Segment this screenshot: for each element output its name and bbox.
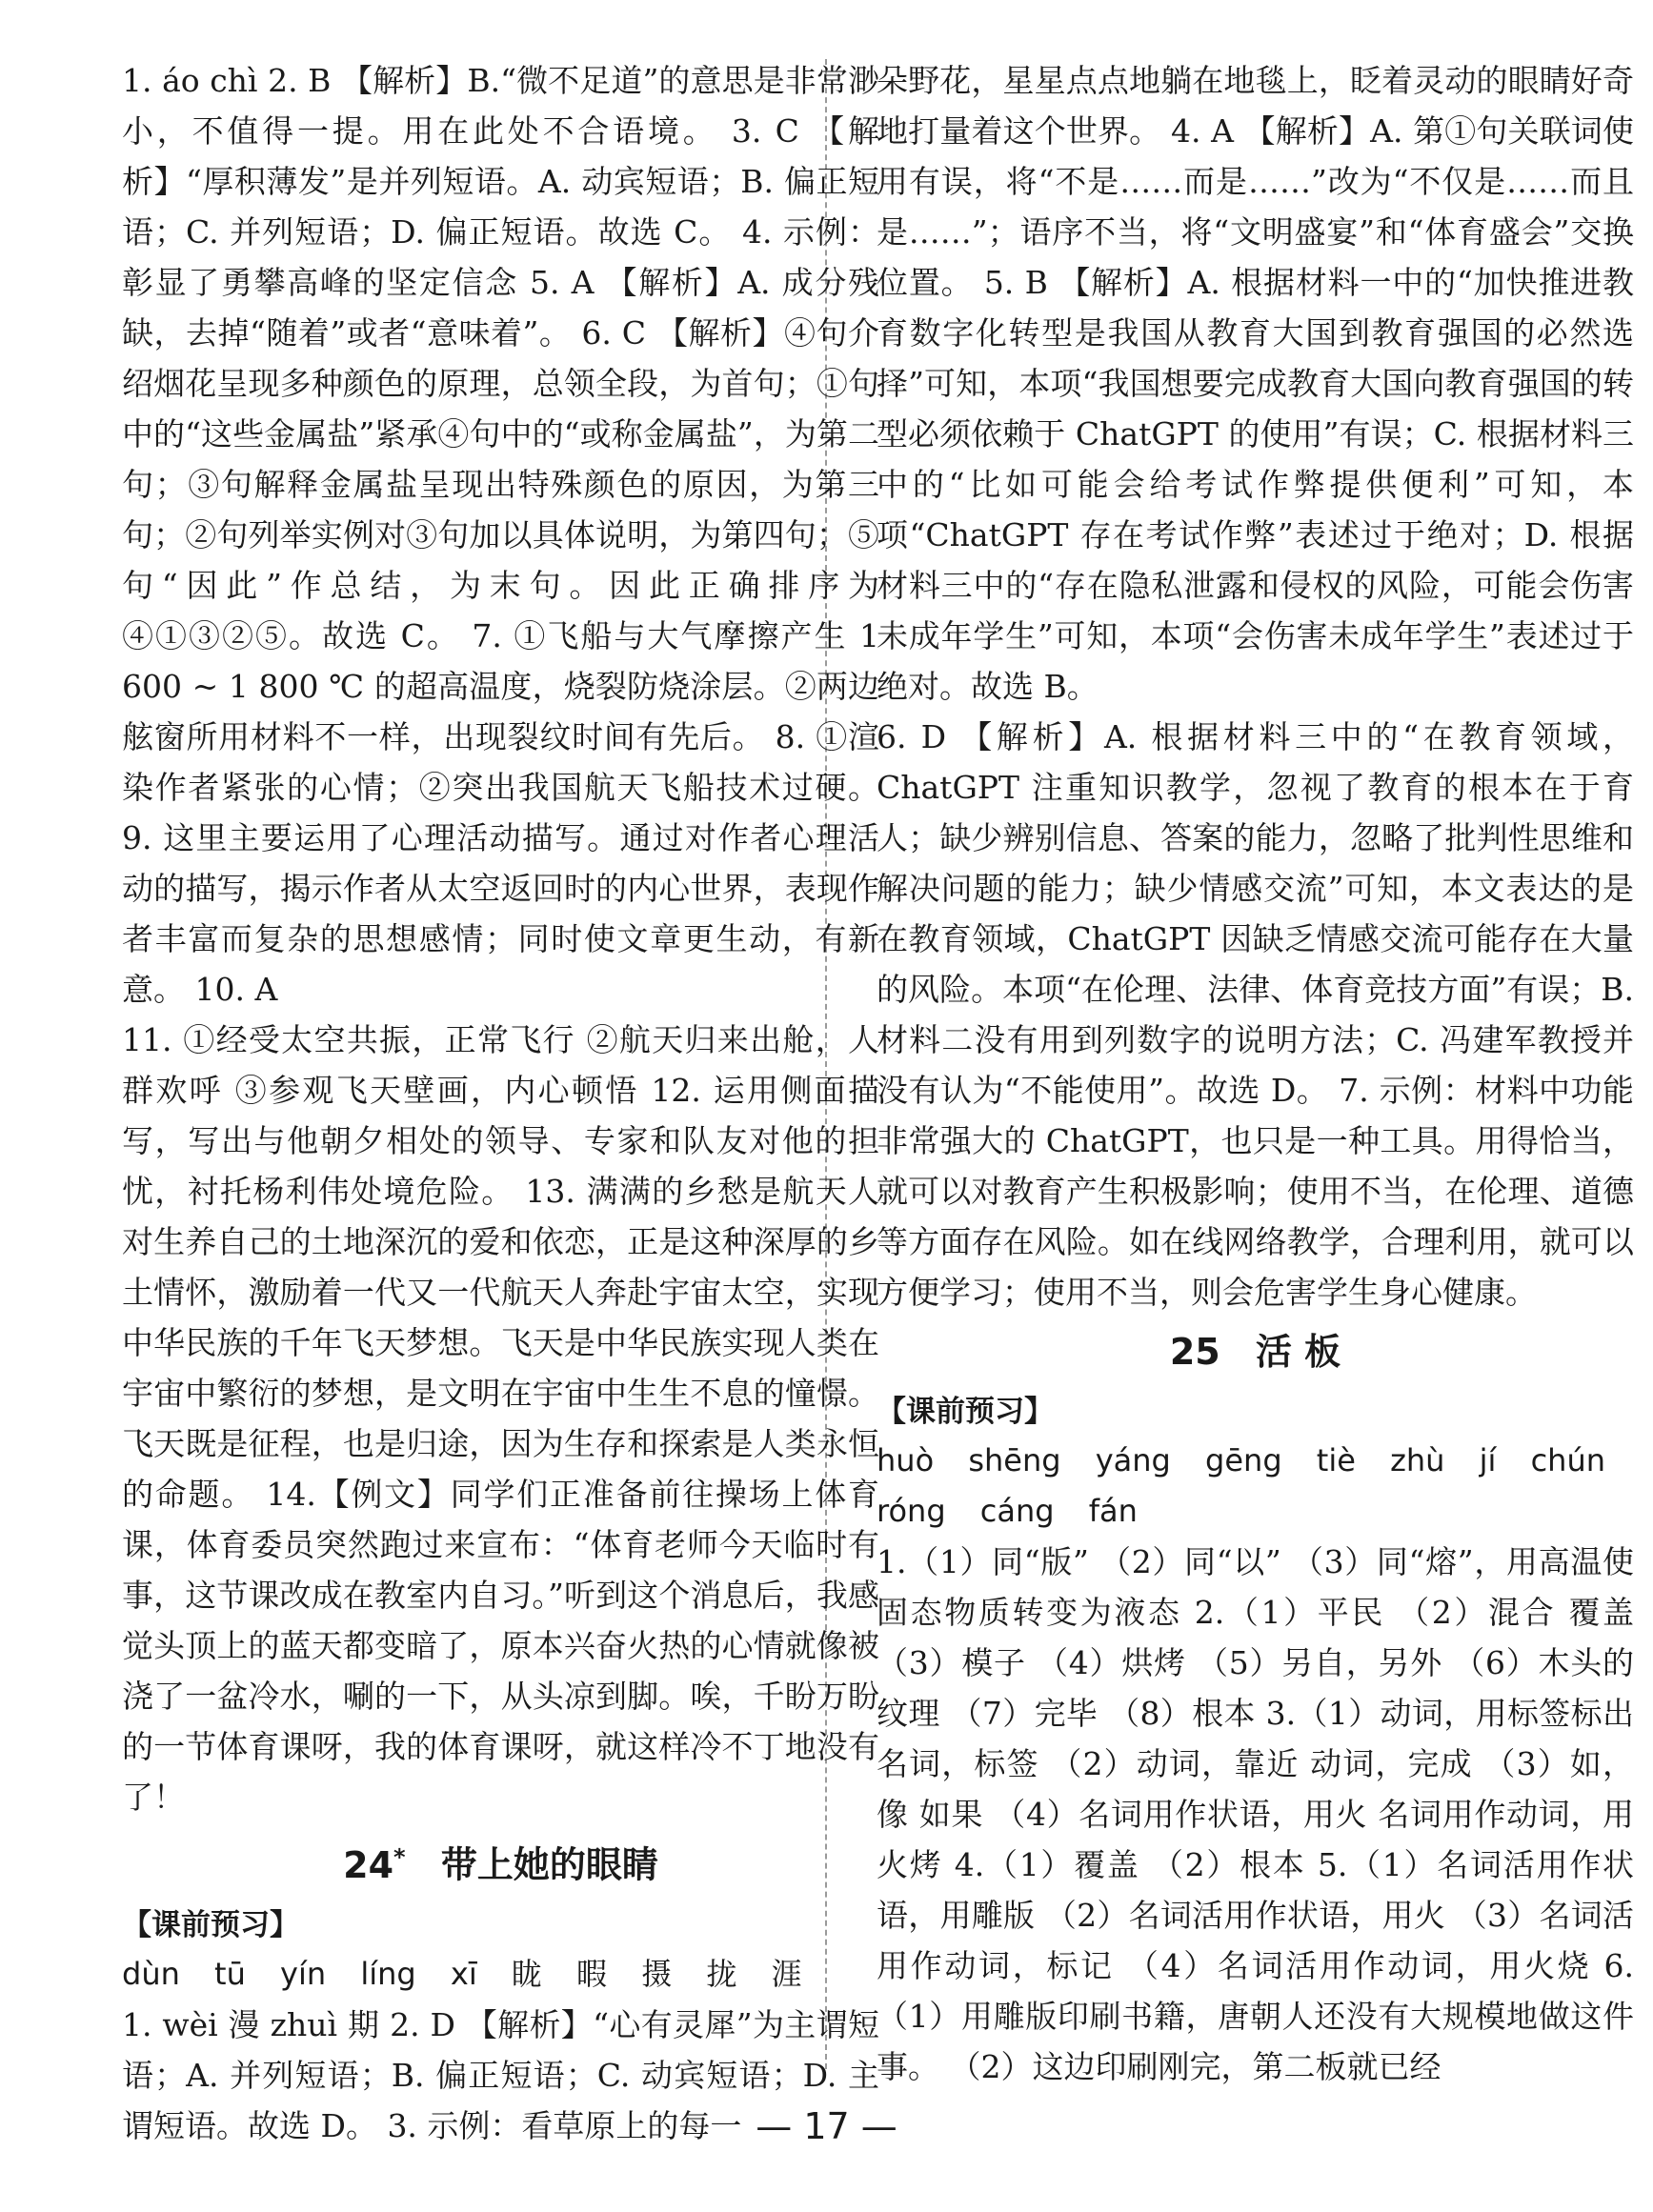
pinyin-line-1: huò shēng yáng gēng tiè zhù jí chún <box>877 1442 1606 1478</box>
lesson-number: 24* <box>343 1843 406 1886</box>
answers-paragraph-5: 6. D 【解析】A. 根据材料三中的“在教育领域，ChatGPT 注重知识教学，忽视了教育的根本在于育人；缺少辨别信息、答案的能力，忽略了批判性思维和解决问题的能力；缺少情感交流”可知，本文表达的是在教育领域，ChatGPT 因缺乏情感交流可能存在大量的风险。本项“在伦理、法律、体育竞技方面”有误；B. 材料二没有用到列数字的说明方法；C. 冯建军教授并没有认为“不能使用”。故选 D。 7. 示例：材料中功能非常强大的 ChatGPT，也只是一种工具。用得恰当，就可以对教育产生积极影响；使用不当，在伦理、道德等方面存在风险。如在线网络教学，合理利用，就可以方便学习；使用不当，则会危害学生身心健康。 <box>877 718 1634 1311</box>
answers-paragraph-2: 11. ①经受太空共振，正常飞行 ②航天归来出舱，人群欢呼 ③参观飞天壁画，内心顿悟 12. 运用侧面描写，写出与他朝夕相处的领导、专家和队友对他的担忧，衬托杨利伟处境危险。 13. 满满的乡愁是航天人对生养自己的土地深沉的爱和依恋，正是这种深厚的乡土情怀，激励着一代又一代航天人奔赴宇宙太空，实现中华民族的千年飞天梦想。飞天是中华民族实现人类在宇宙中繁衍的梦想，是文明在宇宙中生生不息的憧憬。飞天既是征程，也是归途，因为生存和探索是人类永恒的命题。 14.【例文】同学们正准备前往操场上体育课，体育委员突然跑过来宣布：“体育老师今天临时有事，这节课改成在教室内自习。”听到这个消息后，我感觉头顶上的蓝天都变暗了，原本兴奋火热的心情就像被浇了一盆冷水，唰的一下，从头凉到脚。唉，千盼万盼的一节体育课呀，我的体育课呀，就这样冷不丁地没有了！ <box>122 1021 879 1816</box>
lesson-title-text: 活 板 <box>1255 1331 1341 1373</box>
pinyin-line-2: róng cáng fán <box>877 1493 1138 1529</box>
left-column <box>122 55 879 2151</box>
answers-paragraph-1: 1. áo chì 2. B 【解析】B.“微不足道”的意思是非常渺小，不值得一提。用在此处不合语境。 3. C 【解析】“厚积薄发”是并列短语。A. 动宾短语；B. 偏正短语；C. 并列短语；D. 偏正短语。故选 C。 4. 示例：彰显了勇攀高峰的坚定信念 5. A 【解析】A. 成分残缺，去掉“随着”或者“意味着”。 6. C 【解析】④句介绍烟花呈现多种颜色的原理，总领全段，为首句；①句中的“这些金属盐”紧承④句中的“或称金属盐”，为第二句；③句解释金属盐呈现出特殊颜色的原因，为第三句；②句列举实例对③句加以具体说明，为第四句；⑤句“因此”作总结，为末句。因此正确排序为④①③②⑤。故选 C。 7. ①飞船与大气摩擦产生 1 600 ~ 1 800 ℃ 的超高温度，烧裂防烧涂层。②两边舷窗所用材料不一样，出现裂纹时间有先后。 8. ①渲染作者紧张的心情；②突出我国航天飞船技术过硬。 9. 这里主要运用了心理活动描写。通过对作者心理活动的描写，揭示作者从太空返回时的内心世界，表现作者丰富而复杂的思想感情；同时使文章更生动，有新意。 10. A <box>122 62 879 1008</box>
section-heading-preview: 【课前预习】 <box>877 1395 1054 1429</box>
page-number: — 17 — <box>756 2105 897 2147</box>
lesson-title-24 <box>122 1830 879 1892</box>
answers-paragraph-4: 朵野花，星星点点地躺在地毯上，眨着灵动的眼睛好奇地打量着这个世界。 4. A 【解析】A. 第①句关联词使用有误，将“不是……而是……”改为“不仅是……而且是……”；语序不当，将“文明盛宴”和“体育盛会”交换位置。 5. B 【解析】A. 根据材料一中的“加快推进教育数字化转型是我国从教育大国到教育强国的必然选择”可知，本项“我国想要完成教育大国向教育强国的转型必须依赖于 ChatGPT 的使用”有误；C. 根据材料三中的“比如可能会给考试作弊提供便利”可知，本项“ChatGPT 存在考试作弊”表述过于绝对；D. 根据材料三中的“存在隐私泄露和侵权的风险，可能会伤害未成年学生”可知，本项“会伤害未成年学生”表述过于绝对。故选 B。 <box>877 62 1634 705</box>
right-column <box>877 55 1634 2092</box>
pinyin-line: dùn tū yín líng xī 眬 暇 摄 拢 涯 <box>122 1955 802 1992</box>
section-heading-preview: 【课前预习】 <box>122 1907 299 1942</box>
lesson-title-text: 带上她的眼睛 <box>440 1843 658 1886</box>
answers-paragraph-6: 1.（1）同“版” （2）同“以” （3）同“熔”，用高温使固态物质转变为液态 2.（1）平民 （2）混合 覆盖 （3）模子 （4）烘烤 （5）另自，另外 （6）木头的纹理 （7）完毕 （8）根本 3.（1）动词，用标签标出 名词，标签 （2）动词，靠近 动词，完成 （3）如，像 如果 （4）名词用作状语，用火 名词用作动词，用火烤 4.（1）覆盖 （2）根本 5.（1）名词活用作状语，用雕版 （2）名词活用作状语，用火 （3）名词活用作动词，标记 （4）名词活用作动词，用火烧 6.（1）用雕版印刷书籍，唐朝人还没有大规模地做这件事。 （2）这边印刷刚完，第二板就已经 <box>877 1543 1634 2085</box>
lesson-number: 25 <box>1169 1331 1220 1373</box>
lesson-title-25 <box>877 1325 1634 1378</box>
answers-paragraph-3: 1. wèi 漫 zhuì 期 2. D 【解析】“心有灵犀”为主谓短语；A. 并列短语；B. 偏正短语；C. 动宾短语；D. 主谓短语。故选 D。 3. 示例：看草原上的每一 <box>122 2005 879 2144</box>
